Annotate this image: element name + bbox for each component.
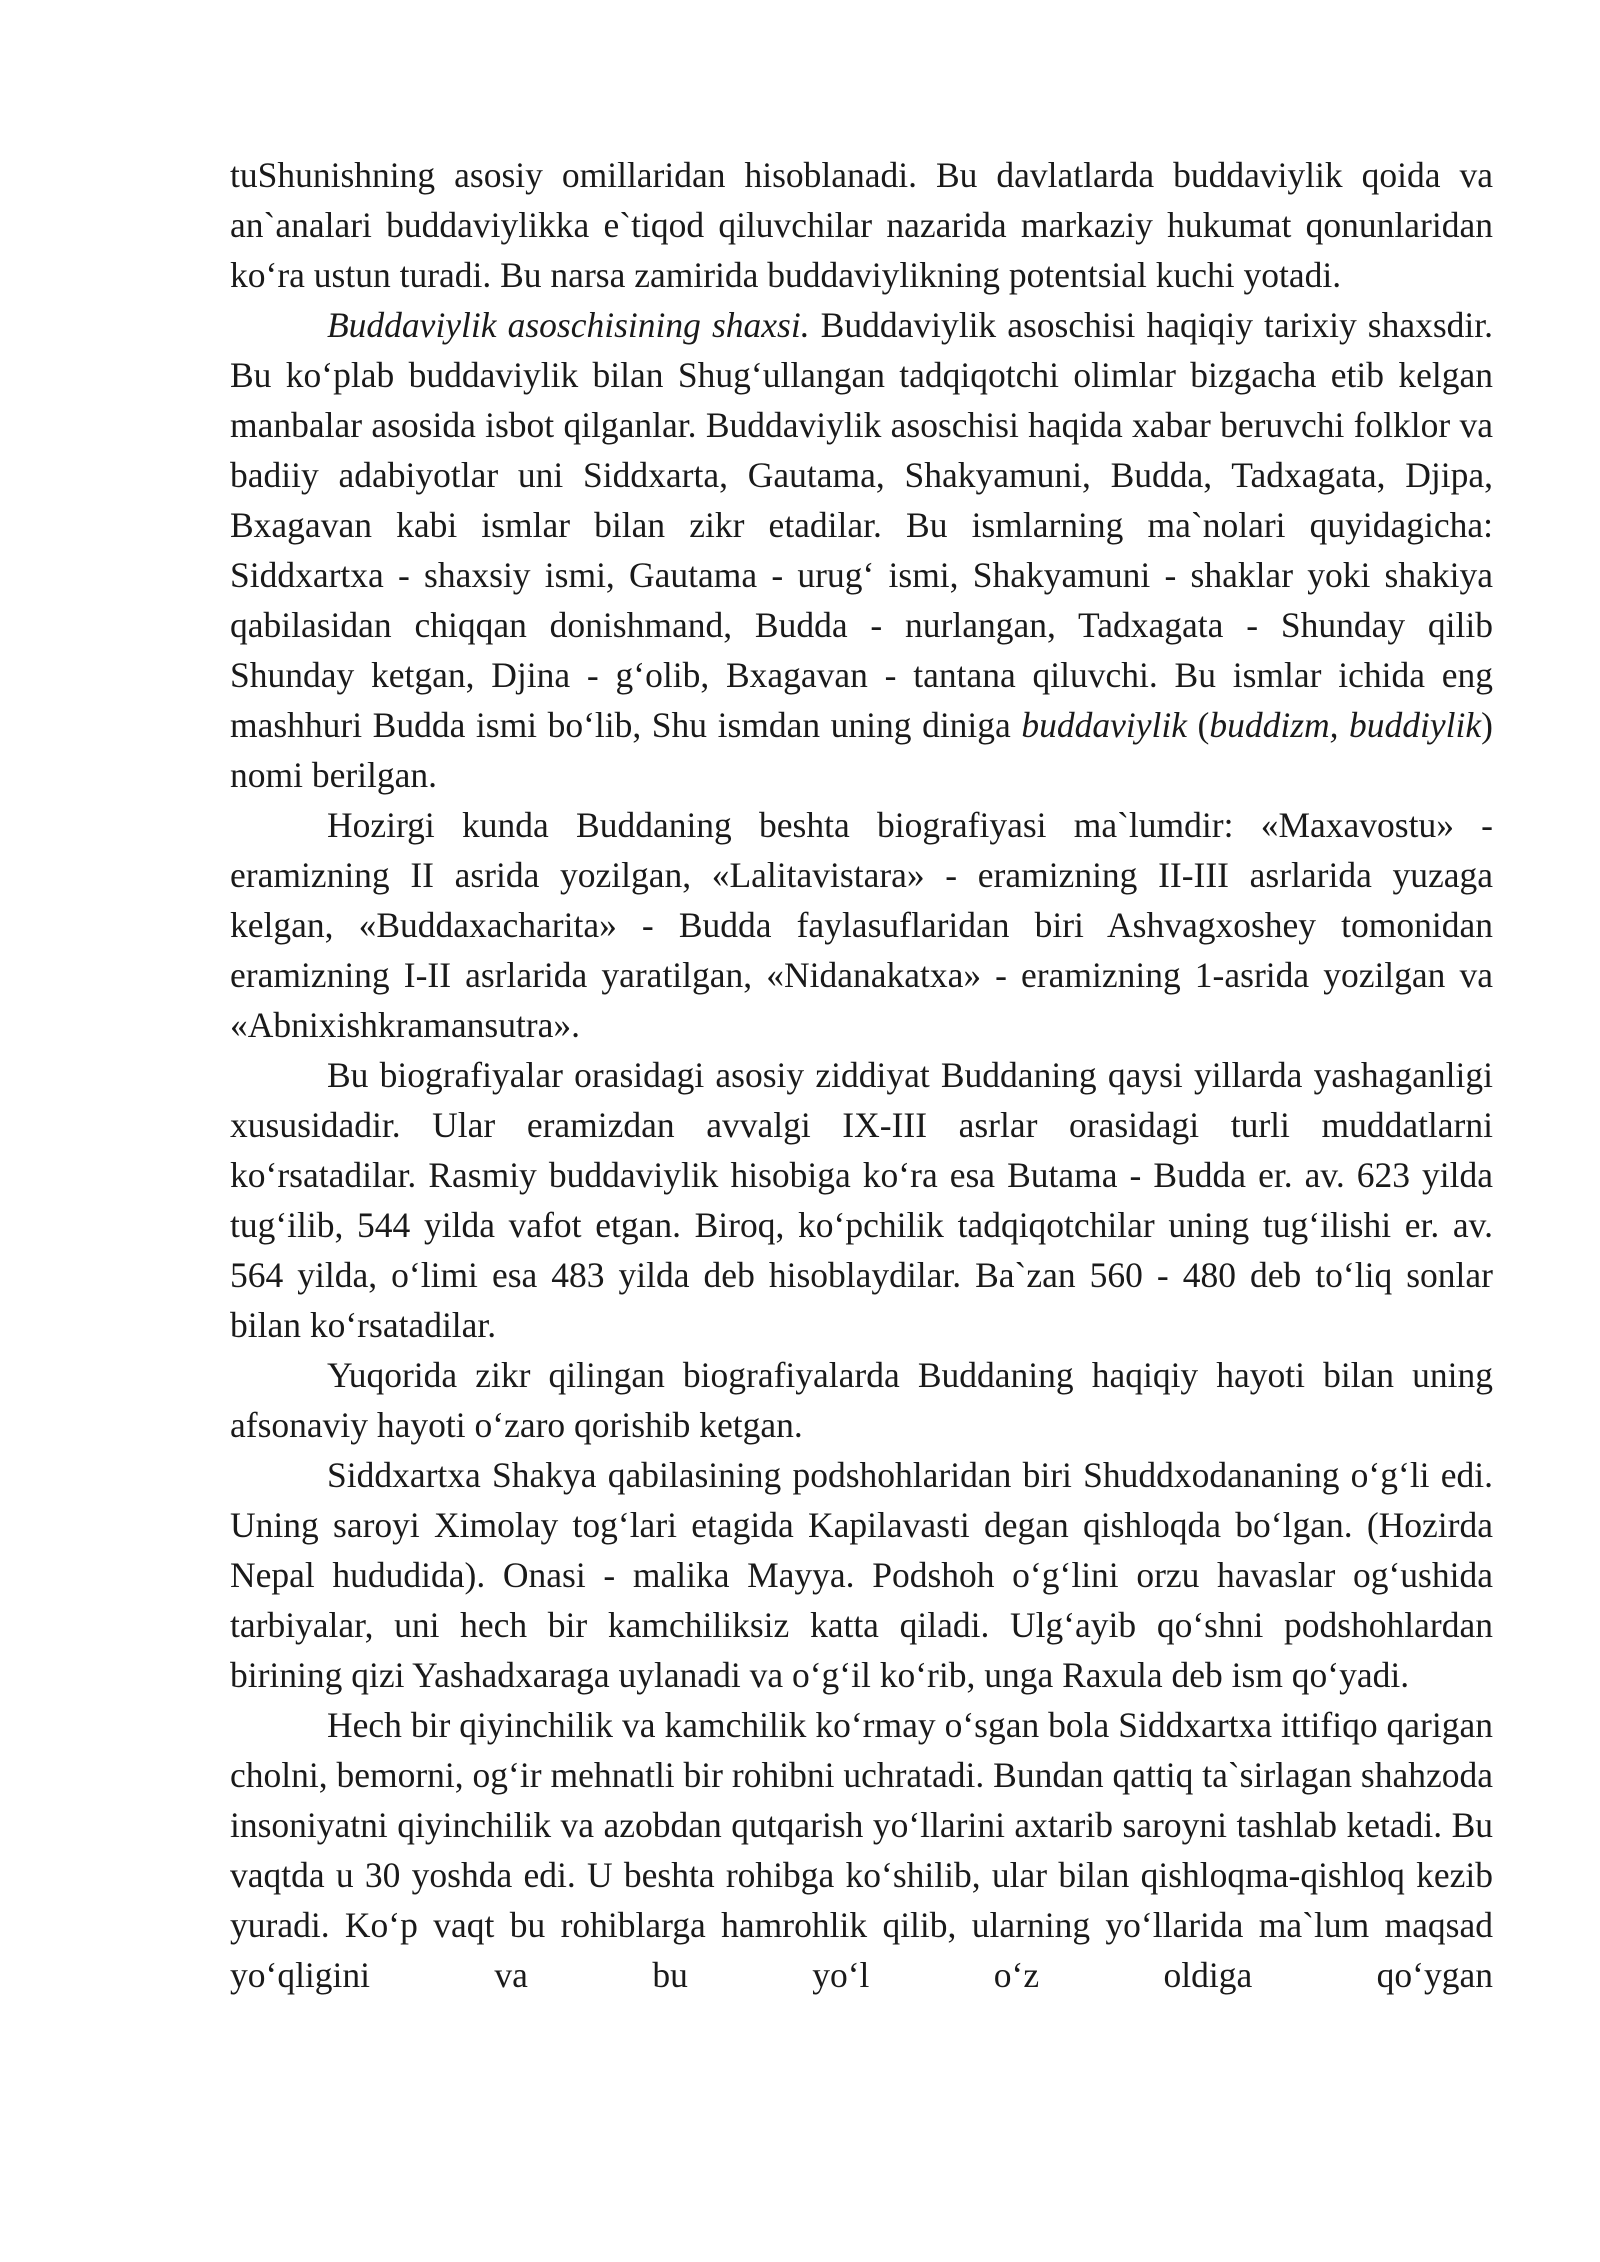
term-buddaviylik: buddaviylik xyxy=(1021,705,1187,745)
document-page xyxy=(230,150,1493,2000)
paragraph-1-text: tuShunishning asosiy omillaridan hisoblanadi. Bu davlatlarda buddaviylik qoida va an`analari buddaviylikka e`tiqod qiluvchilar nazarida markaziy hukumat qonunlaridan ko‘ra ustun turadi. Bu narsa zamirida buddaviylikning potentsial kuchi yotadi. xyxy=(230,155,1493,295)
paragraph-6-text: Siddxartxa Shakya qabilasining podshohlaridan biri Shuddxodananing o‘g‘li edi. Uning saroyi Ximolay tog‘lari etagida Kapilavasti degan qishloqda bo‘lgan. (Hozirda Nepal hududida). Onasi - malika Mayya. Podshoh o‘g‘lini orzu havaslar og‘ushida tarbiyalar, uni hech bir kamchiliksiz katta qiladi. Ulg‘ayib qo‘shni podshohlardan birining qizi Yashadxaraga uylanadi va o‘g‘il ko‘rib, unga Raxula deb ism qo‘yadi. xyxy=(230,1455,1493,1695)
paragraph-7 xyxy=(230,1700,1493,2000)
term-buddizm-buddiylik: buddizm, buddiylik xyxy=(1209,705,1482,745)
paragraph-2-text: Buddaviylik asoschisi haqiqiy tarixiy shaxsdir. Bu ko‘plab buddaviylik bilan Shug‘ullangan tadqiqotchi olimlar bizgacha etib kelgan manbalar asosida isbot qilganlar. Buddaviylik asoschisi haqida xabar beruvchi folklor va badiiy adabiyotlar uni Siddxarta, Gautama, Shakyamuni, Budda, Tadxagata, Djipa, Bxagavan kabi ismlar bilan zikr etadilar. Bu ismlarning ma`nolari quyidagicha: Siddxartxa - shaxsiy ismi, Gautama - urug‘ ismi, Shakyamuni - shaklar yoki shakiya qabilasidan chiqqan donishmand, Budda - nurlangan, Tadxagata - Shunday qilib Shunday ketgan, Djina - g‘olib, Bxagavan - tantana qiluvchi. Bu ismlar ichida eng mashhuri Budda ismi bo‘lib, Shu ismdan uning diniga xyxy=(230,305,1493,745)
paragraph-5 xyxy=(230,1350,1493,1450)
paragraph-3 xyxy=(230,800,1493,1050)
paragraph-4-text: Bu biografiyalar orasidagi asosiy ziddiyat Buddaning qaysi yillarda yashaganligi xususidadir. Ular eramizdan avvalgi IX-III asrlar orasidagi turli muddatlarni ko‘rsatadilar. Rasmiy buddaviylik hisobiga ko‘ra esa Butama - Budda er. av. 623 yilda tug‘ilib, 544 yilda vafot etgan. Biroq, ko‘pchilik tadqiqotchilar uning tug‘ilishi er. av. 564 yilda, o‘limi esa 483 yilda deb hisoblaydilar. Ba`zan 560 - 480 deb to‘liq sonlar bilan ko‘rsatadilar. xyxy=(230,1055,1493,1345)
paragraph-1 xyxy=(230,150,1493,300)
paragraph-2 xyxy=(230,300,1493,800)
paragraph-2-paren-open: ( xyxy=(1186,705,1210,745)
paragraph-4 xyxy=(230,1050,1493,1350)
paragraph-5-text: Yuqorida zikr qilingan biografiyalarda Buddaning haqiqiy hayoti bilan uning afsonaviy hayoti o‘zaro qorishib ketgan. xyxy=(230,1355,1493,1445)
paragraph-2-ending: ) nomi berilgan. xyxy=(230,705,1493,795)
paragraph-7-text: Hech bir qiyinchilik va kamchilik ko‘rmay o‘sgan bola Siddxartxa ittifiqo qarigan cholni, bemorni, og‘ir mehnatli bir rohibni uchratadi. Bundan qattiq ta`sirlagan shahzoda insoniyatni qiyinchilik va azobdan qutqarish yo‘llarini axtarib saroyni tashlab ketadi. Bu vaqtda u 30 yoshda edi. U beshta rohibga ko‘shilib, ular bilan qishloqma-qishloq kezib yuradi. Ko‘p vaqt bu rohiblarga hamrohlik qilib, ularning yo‘llarida ma`lum maqsad yo‘qligini va bu yo‘l o‘z oldiga qo‘ygan xyxy=(230,1705,1493,1995)
paragraph-6 xyxy=(230,1450,1493,1700)
section-heading-founder-identity: Buddaviylik asoschisining shaxsi. xyxy=(327,305,810,345)
paragraph-3-text: Hozirgi kunda Buddaning beshta biografiyasi ma`lumdir: «Maxavostu» - eramizning II asrida yozilgan, «Lalitavistara» - eramizning II-III asrlarida yuzaga kelgan, «Buddaxacharita» - Budda faylasuflaridan biri Ashvagxoshey tomonidan eramizning I-II asrlarida yaratilgan, «Nidanakatxa» - eramizning 1-asrida yozilgan va «Abnixishkramansutra». xyxy=(230,805,1493,1045)
